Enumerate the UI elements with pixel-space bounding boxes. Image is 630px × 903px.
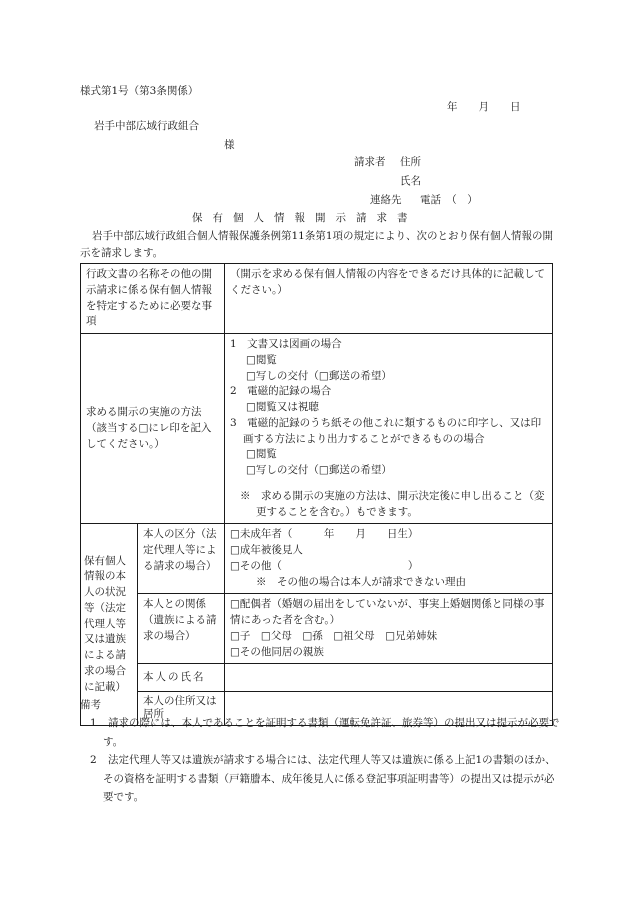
checkbox-copy[interactable]: □写しの交付（□郵送の希望） (246, 369, 392, 382)
date-line: 年 月 日 (447, 101, 521, 113)
form-number: 様式第1号（第3条関係） (80, 85, 199, 97)
checkbox-minor[interactable]: □未成年者（ 年 月 日生） (230, 528, 419, 541)
checkbox-view[interactable]: □閲覧 (246, 353, 277, 366)
category-options (225, 524, 553, 594)
notes (80, 696, 560, 806)
note-2-text: 法定代理人等又は遺族が請求する場合には、法定代理人等又は遺族に係る上記1の書類のほか、その資格を証明する書類（戸籍謄本、成年後見人に係る登記事項証明書等）の提出又は提示が必要です。 (103, 754, 556, 803)
relationship-options (225, 594, 553, 664)
person-name-field[interactable] (225, 664, 553, 692)
method-item-2: 2 電磁的記録の場合 (230, 385, 332, 398)
intro-text (80, 228, 560, 262)
category-note: ※ その他の場合は本人が請求できない理由 (256, 575, 466, 588)
category-label: 本人の区分（法定代理人等による請求の場合） (138, 524, 225, 594)
phone-label: 電話 （ ） (420, 194, 478, 206)
checkbox-spouse[interactable]: □配偶者（婚姻の届出をしていないが、事実上婚姻関係と同様の事情にあった者を含む。） (230, 598, 545, 626)
request-table (80, 263, 553, 726)
row-document-name (81, 264, 553, 334)
status-section-label: 保有個人情報の本人の状況等（法定代理人等又は遺族による請求の場合に記載） (81, 524, 138, 725)
checkbox-copy-2[interactable]: □写しの交付（□郵送の希望） (246, 464, 392, 476)
checkbox-adult-ward[interactable]: □成年被後見人 (230, 544, 303, 556)
note-1-num: 1 (90, 717, 97, 730)
checkbox-view-listen[interactable]: □閲覧又は視聴 (246, 401, 319, 413)
note-1-text: 請求の際には、本人であることを証明する書類（運転免許証、旅券等）の提出又は提示が必要です。 (103, 717, 560, 748)
note-1 (85, 714, 560, 751)
addressee: 岩手中部広域行政組合 (94, 120, 199, 132)
method-item-1: 1 文書又は図画の場合 (230, 338, 342, 350)
checkbox-other-relative[interactable]: □その他同居の親族 (230, 645, 324, 658)
note-2-num: 2 (90, 754, 97, 767)
row-person-name (81, 664, 553, 692)
addressee-sama: 様 (224, 139, 235, 151)
disclosure-method-options (225, 334, 553, 524)
method-note: ※ 求める開示の実施の方法は、開示決定後に申し出ること（変更することを含む。）もできます。 (240, 489, 545, 518)
relationship-label: 本人との関係（遺族による請求の場合） (138, 594, 225, 664)
page-title: 保有個人情報開示請求書 (192, 212, 418, 224)
name-label: 氏名 (400, 175, 421, 187)
disclosure-method-label: 求める開示の実施の方法（該当する□にレ印を記入してください。） (81, 334, 225, 524)
checkbox-family[interactable]: □子 □父母 □孫 □祖父母 □兄弟姉妹 (230, 629, 438, 642)
checkbox-other[interactable]: □その他（ ） (230, 559, 419, 572)
person-address-label: 本人の住所又は居所 (138, 692, 225, 725)
person-name-label: 本人の氏名 (138, 664, 225, 692)
document-name-field[interactable]: （開示を求める保有個人情報の内容をできるだけ具体的に記載してください。） (225, 264, 553, 334)
row-disclosure-method (81, 334, 553, 524)
address-label: 住所 (400, 156, 421, 168)
requester-label: 請求者 (354, 156, 386, 168)
contact-label: 連絡先 (370, 194, 402, 206)
document-name-label: 行政文書の名称その他の開示請求に係る保有個人情報を特定するために必要な事項 (81, 264, 225, 334)
row-person-category (81, 524, 553, 594)
checkbox-view-2[interactable]: □閲覧 (246, 448, 277, 461)
note-2 (85, 751, 560, 806)
method-item-3: 3 電磁的記録のうち紙その他これに類するものに印字し、又は印画する方法により出力することができるものの場合 (230, 416, 542, 445)
intro-sentence: 岩手中部広域行政組合個人情報保護条例第11条第1項の規定により、次のとおり保有個人情報の開示を請求します。 (80, 230, 554, 259)
notes-heading: 備考 (80, 699, 101, 711)
row-relationship (81, 594, 553, 664)
